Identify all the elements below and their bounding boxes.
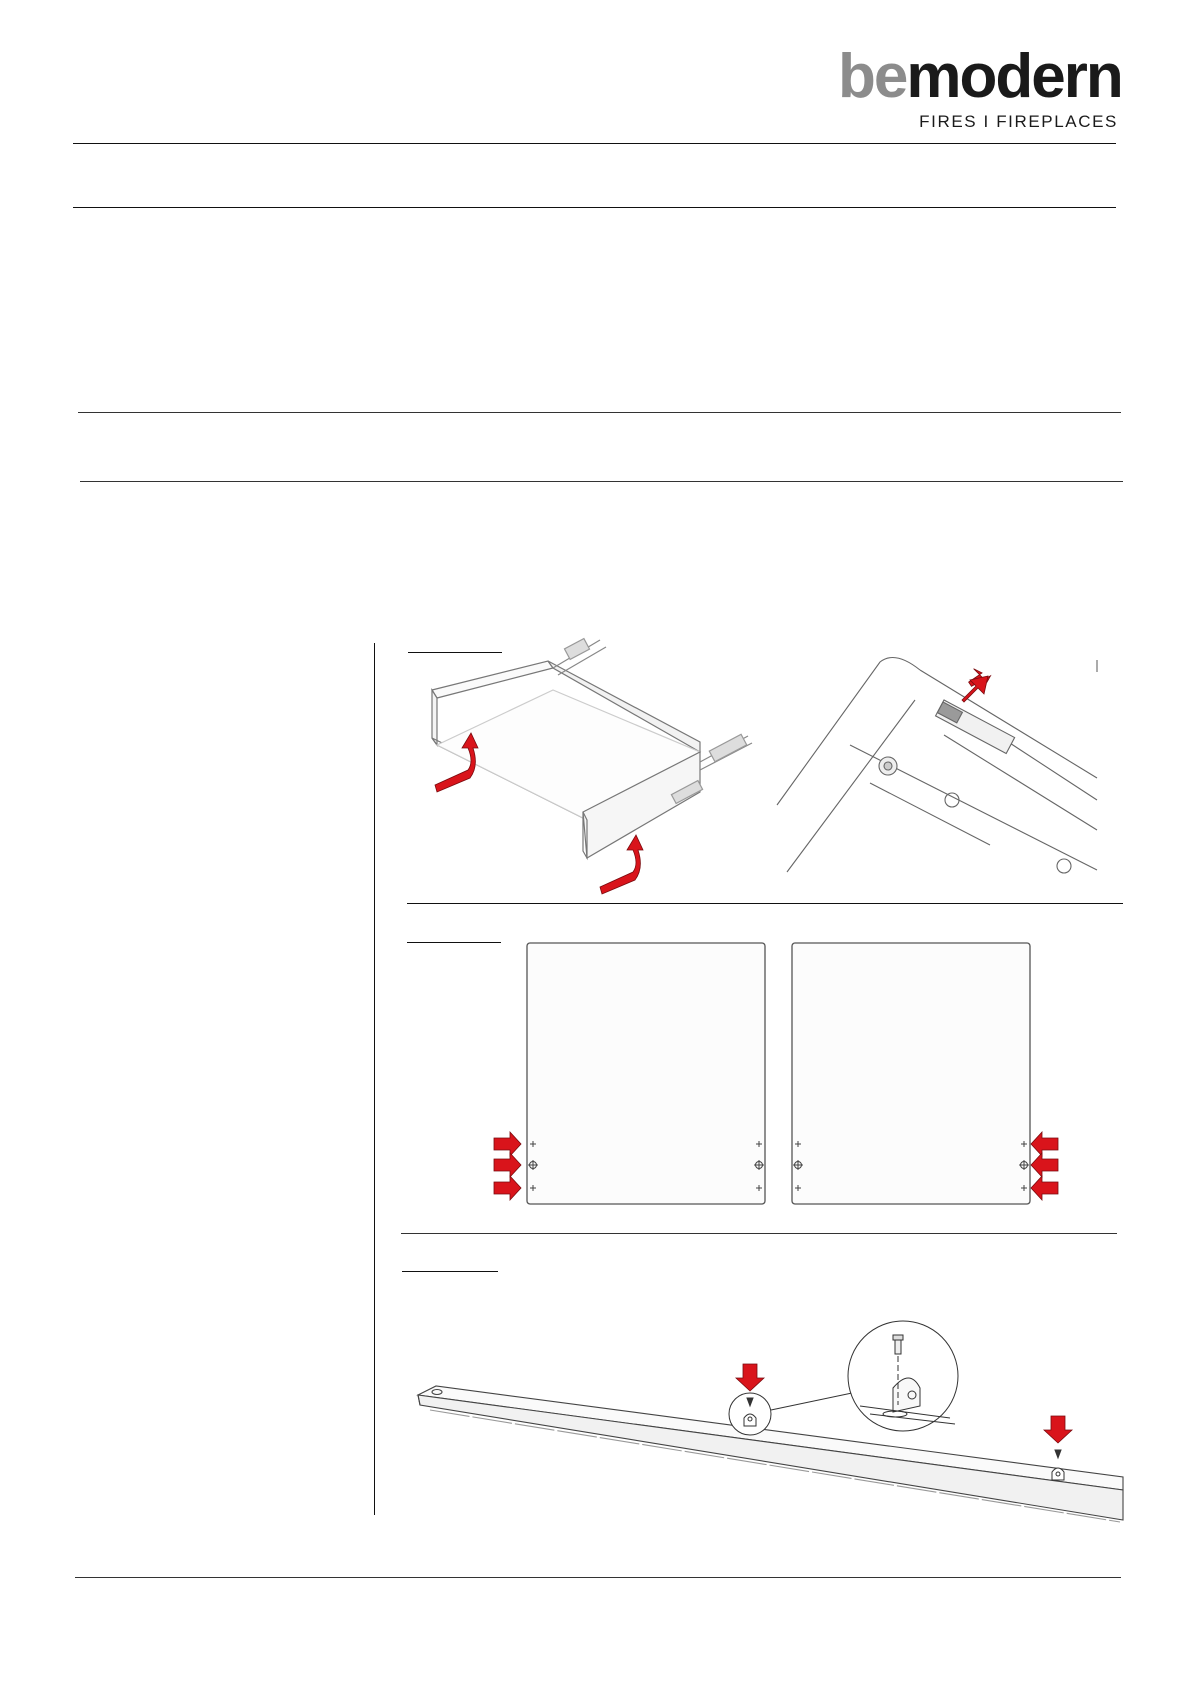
logo-wordmark-prefix: be	[838, 42, 907, 111]
batten-icon	[418, 1386, 1123, 1522]
logo-tagline: FIRES I FIREPLACES	[919, 112, 1118, 131]
logo-wordmark-suffix: modern	[906, 42, 1122, 111]
